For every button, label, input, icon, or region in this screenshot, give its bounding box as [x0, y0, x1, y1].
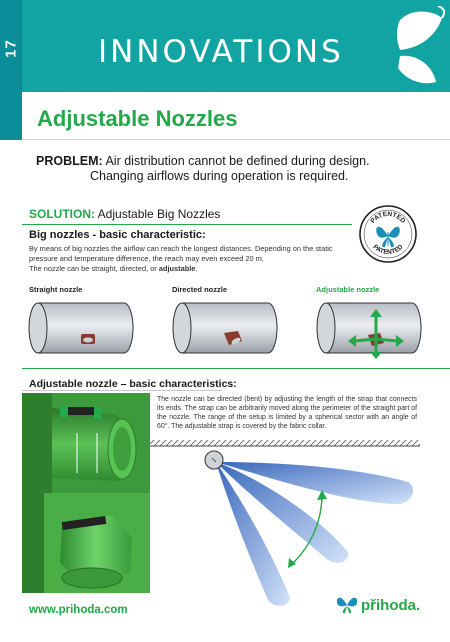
problem-line-2: Changing airflows during operation is required. — [90, 169, 349, 183]
adjustable-text: The nozzle can be directed (bent) by adjusting the length of the strap that connects its ends. The strap can be arbitrarily moved along the perimeter of the straight part of the nozzle. The range of the setup is limited by a spherical sector with an angle of 60°. The adjustable strap is covered by the fabric collar. — [157, 396, 417, 430]
big-nozzles-text-2-suffix: . — [195, 264, 198, 273]
brand-name: přihoda. — [361, 596, 421, 614]
problem-line-1: Air distribution cannot be defined during design. — [105, 154, 370, 168]
page-title: Adjustable Nozzles — [37, 106, 238, 131]
solution-divider — [22, 224, 352, 225]
adjustable-nozzle-label: Adjustable nozzle — [316, 285, 380, 294]
directed-nozzle-illustration — [172, 297, 278, 359]
directed-nozzle-label: Directed nozzle — [172, 285, 228, 294]
patented-badge — [358, 204, 418, 264]
solution-text: Adjustable Big Nozzles — [97, 207, 221, 221]
badge-bottom-text: PATENTED — [371, 243, 405, 257]
adjustable-nozzle-photo — [22, 393, 150, 593]
solution-heading — [29, 207, 220, 221]
adjustable-heading: Adjustable nozzle – basic characteristics: — [29, 378, 237, 390]
badge-top-text: PATENTED — [369, 210, 407, 225]
big-nozzles-text-1: By means of big nozzles the airflow can reach the longest distances. Depending on the static pressure and temperature difference, the reach may even exceed 20 m. — [29, 244, 333, 263]
adjustable-nozzle-illustration — [316, 297, 422, 359]
straight-nozzle-illustration — [28, 297, 134, 359]
straight-nozzle-label: Straight nozzle — [29, 285, 83, 294]
airflow-diagram — [150, 438, 420, 608]
leaf-logo-icon — [392, 6, 450, 92]
adjustable-heading-underline — [22, 390, 222, 391]
page-number: 17 — [2, 39, 20, 58]
big-nozzles-text — [29, 244, 349, 274]
brand-logo — [335, 594, 420, 616]
page-number-tab — [0, 0, 22, 140]
website-link[interactable]: www.prihoda.com — [29, 604, 128, 616]
section-divider — [22, 368, 450, 369]
butterfly-logo-icon — [335, 594, 359, 616]
big-nozzles-text-2-prefix: The nozzle can be straight, directed, or — [29, 264, 159, 273]
big-nozzles-text-2-bold: adjustable — [158, 264, 196, 273]
big-nozzles-heading: Big nozzles - basic characteristic: — [29, 229, 206, 241]
header-title: INNOVATIONS — [98, 34, 344, 70]
solution-label: SOLUTION: — [29, 207, 95, 221]
problem-statement — [36, 154, 370, 184]
problem-label: PROBLEM: — [36, 154, 103, 168]
